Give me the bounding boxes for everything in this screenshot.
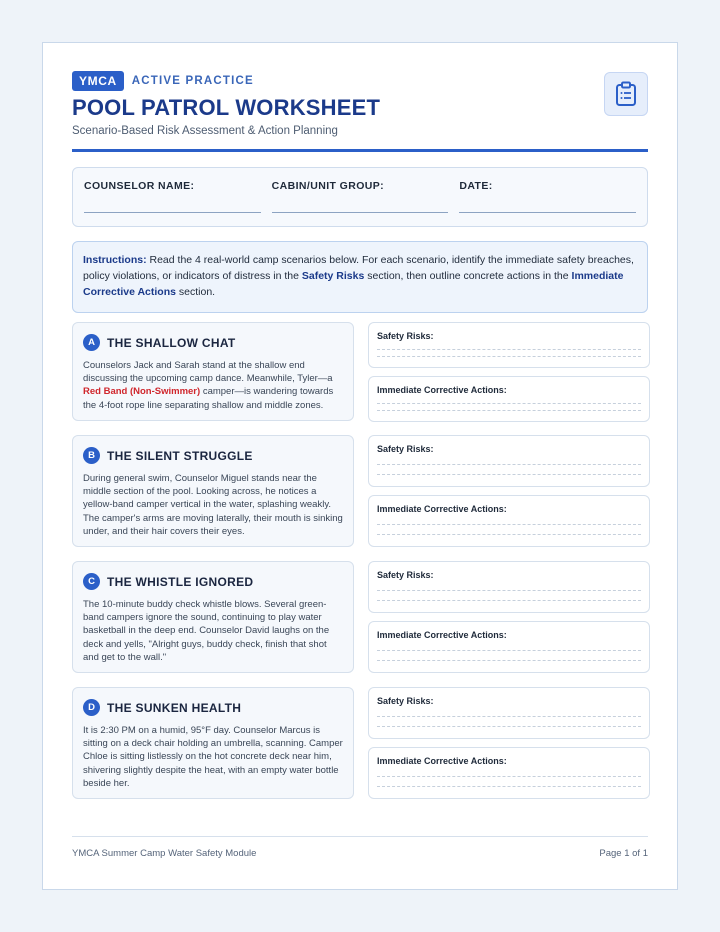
- writing-line: [377, 404, 641, 411]
- scenario-row-b: [72, 435, 650, 547]
- writing-line: [377, 710, 641, 717]
- writing-line: [377, 465, 641, 475]
- corrective-actions-box[interactable]: [368, 376, 650, 422]
- page-number: Page 1 of 1: [599, 848, 648, 859]
- safety-risks-box[interactable]: [368, 561, 650, 613]
- safety-risks-box[interactable]: [368, 322, 650, 368]
- scenario-text-before: Counselors Jack and Sarah stand at the shallow end discussing the upcoming camp dance. Meanwhile, Tyler—a: [83, 360, 333, 385]
- safety-risks-box[interactable]: [368, 687, 650, 739]
- instructions-strong-1: Safety Risks: [301, 270, 365, 282]
- writing-line: [377, 458, 641, 465]
- writing-line: [377, 350, 641, 357]
- scenario-letter: D: [83, 699, 100, 716]
- red-band-highlight: Red Band (Non-Swimmer): [83, 386, 201, 398]
- writing-line: [377, 397, 641, 404]
- scenario-head: [83, 699, 343, 716]
- scenario-card: [72, 561, 354, 673]
- scenario-head: [83, 334, 343, 351]
- answer-label: Safety Risks:: [377, 696, 434, 706]
- answer-label: Immediate Corrective Actions:: [377, 630, 507, 640]
- header: [72, 71, 648, 149]
- instructions-text-3: section.: [175, 286, 216, 298]
- tag-row: [72, 71, 648, 91]
- field-label: DATE:: [459, 180, 493, 192]
- writing-line: [377, 584, 641, 591]
- scenario-title: THE SHALLOW CHAT: [107, 335, 236, 350]
- scenario-head: [83, 447, 343, 464]
- scenario-row-c: [72, 561, 650, 673]
- scenario-text: [83, 359, 343, 412]
- cabin-unit-field[interactable]: [272, 180, 449, 226]
- corrective-actions-box[interactable]: [368, 495, 650, 547]
- field-line: [84, 212, 261, 213]
- field-label: COUNSELOR NAME:: [84, 180, 195, 192]
- scenario-title: THE SILENT STRUGGLE: [107, 448, 253, 463]
- answer-label: Immediate Corrective Actions:: [377, 385, 507, 395]
- scenario-text-after: camper—is wandering towards the 4-foot rope line separating shallow and middle zones.: [83, 386, 334, 411]
- answer-label: Safety Risks:: [377, 444, 434, 454]
- instructions-box: [72, 241, 648, 313]
- safety-risks-box[interactable]: [368, 435, 650, 487]
- page-subtitle: Scenario-Based Risk Assessment & Action Planning: [72, 125, 338, 137]
- instructions-lead: Instructions:: [83, 254, 147, 266]
- scenario-text: During general swim, Counselor Miguel stands near the middle section of the pool. Looking across, he notices a yellow-band camper vertical in the water, splashing weakly. The camper's arms are moving laterally, their mouth is sinking under, and their hair covers their eyes.: [83, 473, 343, 537]
- field-label: CABIN/UNIT GROUP:: [271, 180, 385, 192]
- scenario-card: [72, 435, 354, 547]
- scenario-row-a: [72, 322, 650, 422]
- scenario-card: [72, 322, 354, 421]
- answer-label: Safety Risks:: [377, 331, 434, 341]
- header-rule: [72, 149, 648, 152]
- page-footer: [72, 836, 648, 859]
- answer-label: Immediate Corrective Actions:: [377, 756, 507, 766]
- date-field[interactable]: [459, 180, 636, 226]
- writing-line: [377, 770, 641, 777]
- answer-column: [368, 561, 650, 673]
- answer-column: [368, 687, 650, 799]
- info-fields: [72, 167, 648, 227]
- writing-line: [377, 777, 641, 787]
- answer-column: [368, 322, 650, 422]
- writing-line: [377, 518, 641, 525]
- corrective-actions-box[interactable]: [368, 621, 650, 673]
- answer-column: [368, 435, 650, 547]
- scenario-title: THE SUNKEN HEALTH: [107, 700, 242, 715]
- scenario-card: [72, 687, 354, 799]
- scenario-head: [83, 573, 343, 590]
- ymca-badge: YMCA: [72, 71, 124, 91]
- writing-line: [377, 644, 641, 651]
- scenario-letter: C: [83, 573, 100, 590]
- scenario-letter: B: [83, 447, 100, 464]
- scenario-text: The 10-minute buddy check whistle blows. Several green-band campers ignore the sound, continuing to play water basketball in the deep end. Counselor David laughs on the deck and yells, "Alright guys, buddy check, finish that shot and get to the wall.": [83, 599, 330, 663]
- instructions-text-1: Read the 4 real-world camp scenarios below. For each scenario, identify the immediate safety breaches, policy violations, or indicators of distress in the: [83, 254, 634, 282]
- worksheet-page: [42, 42, 678, 890]
- corrective-actions-box[interactable]: [368, 747, 650, 799]
- writing-line: [377, 343, 641, 350]
- scenario-row-d: [72, 687, 650, 799]
- counselor-name-field[interactable]: [84, 180, 261, 226]
- writing-line: [377, 525, 641, 535]
- footer-module: YMCA Summer Camp Water Safety Module: [72, 848, 257, 859]
- page-title: POOL PATROL WORKSHEET: [72, 95, 381, 120]
- instructions-strong-2: Immediate Corrective Actions: [83, 270, 624, 298]
- field-line: [459, 212, 636, 213]
- clipboard-icon: [604, 72, 648, 116]
- writing-line: [377, 591, 641, 601]
- scenario-title: THE WHISTLE IGNORED: [107, 574, 254, 589]
- scenario-text: It is 2:30 PM on a humid, 95°F day. Counselor Marcus is sitting on a deck chair holding an umbrella, scanning. Camper Chloe is sitting listlessly on the hot concrete deck near him, shivering slightly despite the heat, with an empty water bottle beside her.: [83, 725, 343, 789]
- answer-label: Immediate Corrective Actions:: [377, 504, 507, 514]
- field-line: [272, 212, 449, 213]
- answer-label: Safety Risks:: [377, 570, 434, 580]
- writing-line: [377, 651, 641, 661]
- scenario-letter: A: [83, 334, 100, 351]
- writing-line: [377, 717, 641, 727]
- kicker: ACTIVE PRACTICE: [131, 75, 254, 87]
- instructions-text-2: section, then outline concrete actions in the: [364, 270, 572, 282]
